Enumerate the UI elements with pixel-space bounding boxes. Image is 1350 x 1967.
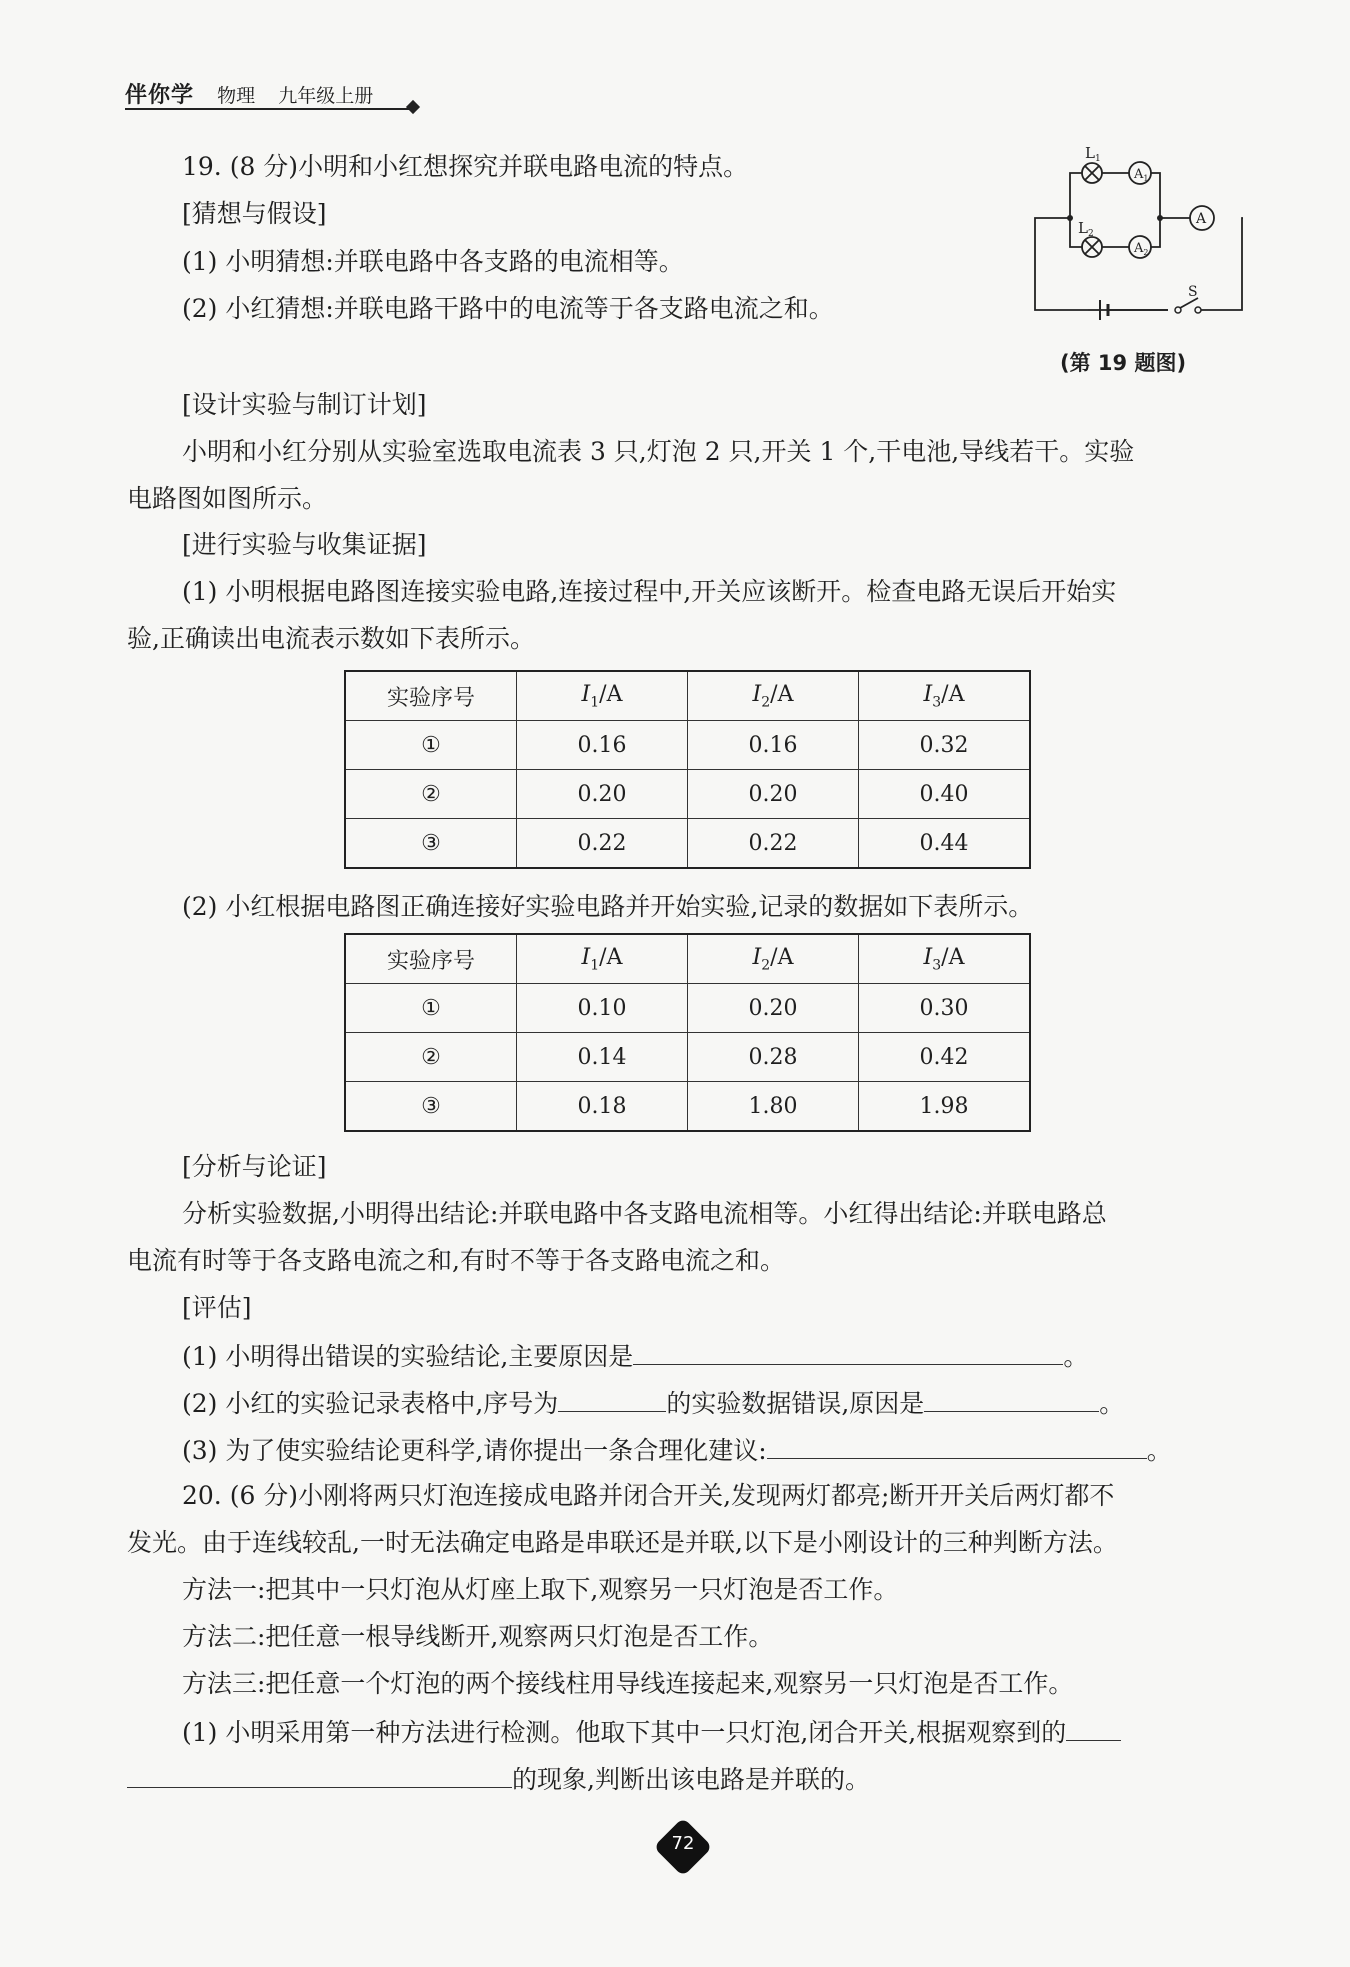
method-1: 方法一:把其中一只灯泡从灯座上取下,观察另一只灯泡是否工作。 [182,1575,899,1604]
design-text-1: 小明和小红分别从实验室选取电流表 3 只,灯泡 2 只,开关 1 个,干电池,导线若干。实验 [182,437,1135,466]
eval-3-text: (3) 为了使实验结论更科学,请你提出一条合理化建议: [182,1436,767,1465]
header-cell-i3: $I_3/A$ [859,671,1031,721]
data-table-xiaohong [344,933,1031,1132]
table-cell: 0.20 [688,770,859,819]
eval-2 [182,1385,1124,1421]
table-row [345,1082,1030,1132]
table-cell: 0.44 [859,819,1031,869]
header-cell-i3: $I_3/A$ [859,934,1031,984]
section-heading-analysis: [分析与论证] [182,1152,327,1181]
page-number: 72 [671,1833,695,1854]
table-row [345,1033,1030,1082]
page-number-badge [658,1822,708,1872]
guess-1: (1) 小明猜想:并联电路中各支路的电流相等。 [182,247,684,276]
q19-title: 19. (8 分)小明和小红想探究并联电路电流的特点。 [182,152,749,181]
label-l1: $L_1$ [1085,144,1101,164]
table-cell: ② [345,770,517,819]
table-cell: 1.98 [859,1082,1031,1132]
eval-2-text-b: 的实验数据错误,原因是 [666,1389,925,1418]
table-cell: 0.14 [517,1033,688,1082]
header-cell-i2: $I_2/A$ [688,671,859,721]
q20-part-1-text-2: 的现象,判断出该电路是并联的。 [512,1765,870,1794]
table-cell: 0.28 [688,1033,859,1082]
table-cell: 0.18 [517,1082,688,1132]
header-cell-i1: $I_1/A$ [517,671,688,721]
subject-label: 物理 [217,85,256,107]
data-table-xiaoming [344,670,1031,869]
period: 。 [1063,1342,1089,1371]
q20-title-2: 发光。由于连线较乱,一时无法确定电路是串联还是并联,以下是小刚设计的三种判断方法。 [127,1528,1118,1557]
section-heading-eval: [评估] [182,1293,252,1322]
table-cell: 0.32 [859,721,1031,770]
table-row [345,770,1030,819]
method-2: 方法二:把任意一根导线断开,观察两只灯泡是否工作。 [182,1622,774,1651]
q20-part-1-line-1 [182,1714,1121,1750]
header-rule [125,108,415,110]
q20-part-1-line-2 [127,1761,870,1797]
section-heading-design: [设计实验与制订计划] [182,390,427,419]
table-cell: ③ [345,1082,517,1132]
lamp-l2-icon [1082,237,1102,257]
table-cell: ① [345,721,517,770]
table-cell: 0.42 [859,1033,1031,1082]
header-cell-index: 实验序号 [345,671,517,721]
switch-icon [1175,298,1201,313]
eval-3 [182,1432,1172,1468]
answer-blank[interactable] [924,1385,1099,1412]
table-header-row [345,671,1030,721]
answer-blank[interactable] [767,1432,1147,1459]
design-text-2: 电路图如图所示。 [127,484,328,513]
battery-icon [1088,300,1168,320]
grade-label: 九年级上册 [278,85,374,107]
label-s: S [1188,284,1198,300]
table-cell: 0.22 [688,819,859,869]
table-cell: 0.16 [688,721,859,770]
table-cell: 0.16 [517,721,688,770]
book-brand: 伴你学 [125,83,195,108]
method-3: 方法三:把任意一个灯泡的两个接线柱用导线连接起来,观察另一只灯泡是否工作。 [182,1669,1074,1698]
label-a: A [1196,211,1207,227]
guess-2: (2) 小红猜想:并联电路干路中的电流等于各支路电流之和。 [182,294,834,323]
page-header [125,78,425,112]
table-cell: 0.20 [517,770,688,819]
answer-blank[interactable] [633,1338,1063,1365]
answer-blank[interactable] [1066,1714,1121,1741]
table-cell: 0.10 [517,984,688,1033]
analysis-text-2: 电流有时等于各支路电流之和,有时不等于各支路电流之和。 [127,1246,785,1275]
q20-title-1: 20. (6 分)小刚将两只灯泡连接成电路并闭合开关,发现两灯都亮;断开开关后两灯都不 [182,1481,1115,1510]
table-row [345,721,1030,770]
table-header-row [345,934,1030,984]
period: 。 [1099,1389,1125,1418]
table-cell: 0.22 [517,819,688,869]
table-row [345,984,1030,1033]
table-cell: ② [345,1033,517,1082]
collect-1-text-2: 验,正确读出电流表示数如下表所示。 [127,624,535,653]
table-cell: 0.40 [859,770,1031,819]
q20-part-1-text: (1) 小明采用第一种方法进行检测。他取下其中一只灯泡,闭合开关,根据观察到的 [182,1718,1067,1747]
table-cell: 1.80 [688,1082,859,1132]
eval-1 [182,1338,1088,1374]
table-cell: 0.20 [688,984,859,1033]
lamp-l1-icon [1082,163,1102,183]
table-cell: 0.30 [859,984,1031,1033]
analysis-text-1: 分析实验数据,小明得出结论:并联电路中各支路电流相等。小红得出结论:并联电路总 [182,1199,1107,1228]
label-a1: $A_1$ [1134,167,1149,183]
eval-1-text: (1) 小明得出错误的实验结论,主要原因是 [182,1342,634,1371]
collect-2-text: (2) 小红根据电路图正确连接好实验电路并开始实验,记录的数据如下表所示。 [182,892,1034,921]
answer-blank[interactable] [558,1385,666,1412]
header-cell-i1: $I_1/A$ [517,934,688,984]
table-row [345,819,1030,869]
label-a2: $A_2$ [1134,241,1149,257]
answer-blank[interactable] [127,1761,512,1788]
header-cell-index: 实验序号 [345,934,517,984]
section-heading-collect: [进行实验与收集证据] [182,530,427,559]
table-cell: ③ [345,819,517,869]
label-l2: $L_2$ [1078,219,1094,239]
circuit-diagram [1030,140,1250,325]
period: 。 [1146,1436,1172,1465]
header-cell-i2: $I_2/A$ [688,934,859,984]
figure-caption: (第 19 题图) [1060,351,1187,375]
eval-2-text-a: (2) 小红的实验记录表格中,序号为 [182,1389,559,1418]
section-heading-guess: [猜想与假设] [182,199,327,228]
table-cell: ① [345,984,517,1033]
collect-1-text-1: (1) 小明根据电路图连接实验电路,连接过程中,开关应该断开。检查电路无误后开始实 [182,577,1117,606]
